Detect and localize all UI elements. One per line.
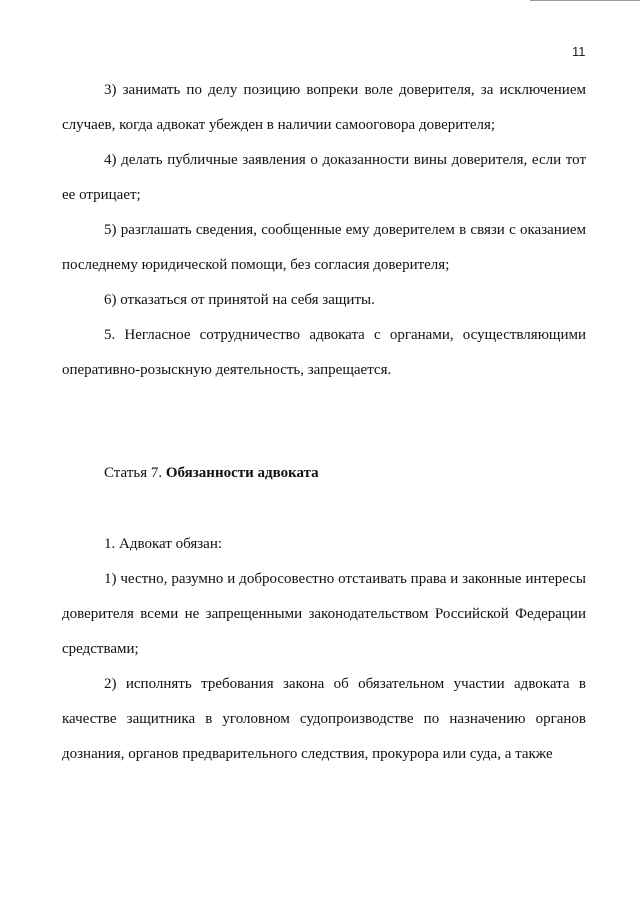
article-heading [104,462,319,484]
paragraph-part-1: 1. Адвокат обязан: [104,536,223,552]
paragraph-item-2: 2) исполнять требования закона об обязательном участии адвоката в качестве защитника в уголовном судопроизводстве по назначению органов дознания, органов предварительного следствия, прокурора или суда, а также [62,676,586,762]
article-title: Обязанности адвоката [165,465,319,481]
paragraph-item-1: 1) честно, разумно и добросовестно отстаивать права и законные интересы доверителя всеми не запрещенными законодательством Российской Федерации средствами; [62,571,586,657]
paragraph-item-4: 4) делать публичные заявления о доказанности вины доверителя, если тот ее отрицает; [62,152,586,203]
paragraph-item-5: 5) разглашать сведения, сообщенные ему доверителем в связи с оказанием последнему юридической помощи, без согласия доверителя; [62,222,586,273]
top-edge-rule [530,0,640,1]
paragraph-item-6: 6) отказаться от принятой на себя защиты. [104,292,375,308]
text-block-article-7 [62,527,586,772]
paragraph-item-3: 3) занимать по делу позицию вопреки воле доверителя, за исключением случаев, когда адвокат убежден в наличии самооговора доверителя; [62,82,586,133]
page-number: 11 [572,44,586,59]
paragraph-part-5: 5. Негласное сотрудничество адвоката с органами, осуществляющими оперативно-розыскную деятельность, запрещается. [62,327,586,378]
text-block-continuation [62,73,586,388]
article-prefix: Статья 7. [104,465,163,481]
